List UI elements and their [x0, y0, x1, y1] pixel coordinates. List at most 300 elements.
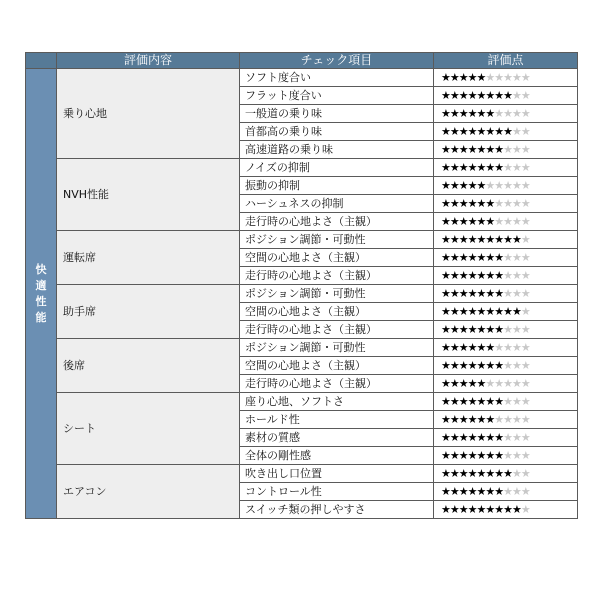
star-filled-icon: ★ — [441, 70, 450, 84]
star-filled-icon: ★ — [503, 232, 512, 246]
star-filled-icon: ★ — [467, 358, 477, 372]
star-filled-icon: ★ — [458, 268, 468, 282]
star-filled-icon: ★ — [494, 484, 504, 498]
star-filled-icon: ★ — [494, 268, 504, 282]
star-empty-icon: ★ — [520, 250, 530, 264]
star-filled-icon: ★ — [494, 250, 504, 264]
star-rating — [434, 447, 578, 465]
star-rating — [434, 375, 578, 393]
check-item-label: ポジション調節・可動性 — [240, 285, 434, 303]
check-item-label: ポジション調節・可動性 — [240, 339, 434, 357]
star-filled-icon: ★ — [467, 70, 477, 84]
star-empty-icon: ★ — [520, 394, 530, 408]
star-filled-icon: ★ — [485, 430, 495, 444]
star-filled-icon: ★ — [494, 448, 504, 462]
star-rating — [434, 123, 578, 141]
star-filled-icon: ★ — [441, 448, 450, 462]
star-filled-icon: ★ — [476, 196, 486, 210]
star-rating — [434, 303, 578, 321]
star-rating — [434, 177, 578, 195]
star-empty-icon: ★ — [512, 394, 521, 408]
star-filled-icon: ★ — [476, 142, 486, 156]
star-filled-icon: ★ — [467, 448, 477, 462]
star-filled-icon: ★ — [476, 394, 486, 408]
star-empty-icon: ★ — [503, 178, 512, 192]
star-filled-icon: ★ — [485, 412, 495, 426]
star-empty-icon: ★ — [503, 376, 512, 390]
star-filled-icon: ★ — [467, 88, 477, 102]
star-filled-icon: ★ — [485, 358, 495, 372]
star-empty-icon: ★ — [503, 106, 512, 120]
header-row — [26, 53, 578, 69]
check-item-label: ホールド性 — [240, 411, 434, 429]
star-filled-icon: ★ — [441, 502, 450, 516]
star-filled-icon: ★ — [467, 178, 477, 192]
star-rating — [434, 69, 578, 87]
header-blank — [26, 53, 57, 69]
star-filled-icon: ★ — [476, 376, 486, 390]
star-filled-icon: ★ — [467, 394, 477, 408]
check-item-label: 走行時の心地よさ（主観） — [240, 375, 434, 393]
star-empty-icon: ★ — [512, 88, 521, 102]
star-empty-icon: ★ — [512, 178, 521, 192]
star-empty-icon: ★ — [520, 196, 530, 210]
star-empty-icon: ★ — [512, 196, 521, 210]
star-rating — [434, 357, 578, 375]
star-empty-icon: ★ — [512, 250, 521, 264]
star-empty-icon: ★ — [503, 430, 512, 444]
star-rating — [434, 141, 578, 159]
star-filled-icon: ★ — [485, 286, 495, 300]
star-empty-icon: ★ — [520, 358, 530, 372]
star-empty-icon: ★ — [512, 466, 521, 480]
star-filled-icon: ★ — [441, 304, 450, 318]
rating-row — [26, 69, 578, 87]
star-filled-icon: ★ — [449, 196, 459, 210]
star-filled-icon: ★ — [494, 358, 504, 372]
check-item-label: スイッチ類の押しやすさ — [240, 501, 434, 519]
star-filled-icon: ★ — [503, 304, 512, 318]
star-empty-icon: ★ — [494, 106, 504, 120]
rating-row — [26, 231, 578, 249]
star-empty-icon: ★ — [503, 196, 512, 210]
star-filled-icon: ★ — [494, 466, 504, 480]
star-filled-icon: ★ — [476, 502, 486, 516]
star-empty-icon: ★ — [512, 448, 521, 462]
star-filled-icon: ★ — [441, 124, 450, 138]
star-filled-icon: ★ — [485, 124, 495, 138]
star-filled-icon: ★ — [441, 340, 450, 354]
star-filled-icon: ★ — [467, 340, 477, 354]
star-filled-icon: ★ — [441, 250, 450, 264]
star-empty-icon: ★ — [503, 70, 512, 84]
star-empty-icon: ★ — [503, 358, 512, 372]
star-empty-icon: ★ — [503, 322, 512, 336]
star-empty-icon: ★ — [520, 214, 530, 228]
check-item-label: 高速道路の乗り味 — [240, 141, 434, 159]
star-filled-icon: ★ — [494, 160, 504, 174]
star-empty-icon: ★ — [520, 178, 530, 192]
star-filled-icon: ★ — [467, 502, 477, 516]
star-empty-icon: ★ — [520, 88, 530, 102]
star-filled-icon: ★ — [467, 232, 477, 246]
star-empty-icon: ★ — [503, 340, 512, 354]
star-filled-icon: ★ — [476, 70, 486, 84]
star-filled-icon: ★ — [467, 106, 477, 120]
star-empty-icon: ★ — [520, 124, 530, 138]
star-filled-icon: ★ — [441, 358, 450, 372]
star-filled-icon: ★ — [485, 106, 495, 120]
star-filled-icon: ★ — [485, 322, 495, 336]
check-item-label: 全体の剛性感 — [240, 447, 434, 465]
star-filled-icon: ★ — [476, 412, 486, 426]
star-empty-icon: ★ — [520, 106, 530, 120]
star-empty-icon: ★ — [512, 376, 521, 390]
star-empty-icon: ★ — [485, 376, 495, 390]
section-label — [26, 69, 57, 519]
header-check-item: チェック項目 — [240, 53, 434, 69]
check-item-label: 空間の心地よさ（主観） — [240, 357, 434, 375]
star-empty-icon: ★ — [512, 106, 521, 120]
header-evaluation: 評価内容 — [57, 53, 240, 69]
star-filled-icon: ★ — [467, 322, 477, 336]
star-empty-icon: ★ — [494, 70, 504, 84]
section-label-char: 快 — [35, 262, 47, 276]
star-filled-icon: ★ — [449, 502, 459, 516]
star-filled-icon: ★ — [458, 214, 468, 228]
star-empty-icon: ★ — [520, 448, 530, 462]
star-filled-icon: ★ — [449, 88, 459, 102]
star-filled-icon: ★ — [485, 466, 495, 480]
star-filled-icon: ★ — [449, 268, 459, 282]
star-filled-icon: ★ — [485, 448, 495, 462]
star-rating — [434, 249, 578, 267]
star-empty-icon: ★ — [520, 286, 530, 300]
star-empty-icon: ★ — [512, 70, 521, 84]
star-filled-icon: ★ — [441, 196, 450, 210]
star-filled-icon: ★ — [467, 484, 477, 498]
star-filled-icon: ★ — [485, 484, 495, 498]
star-filled-icon: ★ — [441, 178, 450, 192]
star-empty-icon: ★ — [503, 142, 512, 156]
section-label-char: 適 — [35, 278, 47, 292]
star-filled-icon: ★ — [494, 394, 504, 408]
category-name: 後席 — [57, 339, 240, 393]
star-filled-icon: ★ — [485, 340, 495, 354]
star-filled-icon: ★ — [449, 430, 459, 444]
star-filled-icon: ★ — [476, 106, 486, 120]
star-rating — [434, 285, 578, 303]
section-label-char: 性 — [35, 294, 47, 308]
star-empty-icon: ★ — [512, 340, 521, 354]
star-filled-icon: ★ — [441, 376, 450, 390]
check-item-label: 首都高の乗り味 — [240, 123, 434, 141]
check-item-label: 一般道の乗り味 — [240, 105, 434, 123]
rating-row — [26, 285, 578, 303]
star-filled-icon: ★ — [485, 196, 495, 210]
star-filled-icon: ★ — [449, 340, 459, 354]
star-filled-icon: ★ — [449, 448, 459, 462]
star-filled-icon: ★ — [458, 196, 468, 210]
star-filled-icon: ★ — [441, 232, 450, 246]
check-item-label: ハーシュネスの抑制 — [240, 195, 434, 213]
star-empty-icon: ★ — [520, 232, 530, 246]
check-item-label: 走行時の心地よさ（主観） — [240, 321, 434, 339]
star-empty-icon: ★ — [520, 304, 530, 318]
star-filled-icon: ★ — [467, 196, 477, 210]
star-filled-icon: ★ — [449, 286, 459, 300]
star-filled-icon: ★ — [485, 250, 495, 264]
star-filled-icon: ★ — [449, 142, 459, 156]
star-filled-icon: ★ — [458, 232, 468, 246]
check-item-label: ソフト度合い — [240, 69, 434, 87]
star-filled-icon: ★ — [485, 304, 495, 318]
star-empty-icon: ★ — [512, 286, 521, 300]
star-filled-icon: ★ — [494, 124, 504, 138]
star-filled-icon: ★ — [467, 286, 477, 300]
star-empty-icon: ★ — [520, 70, 530, 84]
star-filled-icon: ★ — [441, 286, 450, 300]
star-empty-icon: ★ — [494, 376, 504, 390]
star-filled-icon: ★ — [467, 304, 477, 318]
star-empty-icon: ★ — [503, 484, 512, 498]
star-empty-icon: ★ — [512, 142, 521, 156]
category-name: 助手席 — [57, 285, 240, 339]
star-filled-icon: ★ — [467, 466, 477, 480]
star-filled-icon: ★ — [467, 250, 477, 264]
star-empty-icon: ★ — [512, 484, 521, 498]
star-empty-icon: ★ — [503, 214, 512, 228]
star-filled-icon: ★ — [458, 88, 468, 102]
star-filled-icon: ★ — [458, 358, 468, 372]
star-filled-icon: ★ — [458, 178, 468, 192]
star-filled-icon: ★ — [467, 268, 477, 282]
star-empty-icon: ★ — [520, 376, 530, 390]
section-label-char: 能 — [35, 310, 47, 324]
star-filled-icon: ★ — [494, 322, 504, 336]
star-filled-icon: ★ — [476, 340, 486, 354]
star-filled-icon: ★ — [458, 394, 468, 408]
star-filled-icon: ★ — [476, 160, 486, 174]
star-rating — [434, 195, 578, 213]
star-rating — [434, 159, 578, 177]
category-name: NVH性能 — [57, 159, 240, 231]
star-filled-icon: ★ — [494, 304, 504, 318]
star-rating — [434, 339, 578, 357]
star-filled-icon: ★ — [449, 484, 459, 498]
star-filled-icon: ★ — [458, 142, 468, 156]
star-filled-icon: ★ — [449, 376, 459, 390]
star-filled-icon: ★ — [458, 124, 468, 138]
star-filled-icon: ★ — [476, 466, 486, 480]
star-rating — [434, 465, 578, 483]
check-item-label: 座り心地、ソフトさ — [240, 393, 434, 411]
star-filled-icon: ★ — [467, 412, 477, 426]
star-filled-icon: ★ — [476, 124, 486, 138]
star-filled-icon: ★ — [494, 142, 504, 156]
star-filled-icon: ★ — [485, 268, 495, 282]
star-rating — [434, 321, 578, 339]
check-item-label: ポジション調節・可動性 — [240, 231, 434, 249]
star-empty-icon: ★ — [494, 340, 504, 354]
star-filled-icon: ★ — [467, 142, 477, 156]
star-empty-icon: ★ — [512, 124, 521, 138]
check-item-label: 吹き出し口位置 — [240, 465, 434, 483]
star-filled-icon: ★ — [476, 448, 486, 462]
star-empty-icon: ★ — [512, 268, 521, 282]
star-filled-icon: ★ — [485, 232, 495, 246]
star-rating — [434, 393, 578, 411]
star-empty-icon: ★ — [520, 142, 530, 156]
star-empty-icon: ★ — [520, 430, 530, 444]
star-filled-icon: ★ — [441, 430, 450, 444]
star-filled-icon: ★ — [441, 160, 450, 174]
star-filled-icon: ★ — [449, 70, 459, 84]
star-filled-icon: ★ — [449, 250, 459, 264]
star-filled-icon: ★ — [441, 412, 450, 426]
star-filled-icon: ★ — [476, 304, 486, 318]
star-filled-icon: ★ — [441, 106, 450, 120]
check-item-label: ノイズの抑制 — [240, 159, 434, 177]
star-filled-icon: ★ — [476, 286, 486, 300]
star-filled-icon: ★ — [458, 448, 468, 462]
star-empty-icon: ★ — [512, 160, 521, 174]
star-filled-icon: ★ — [485, 394, 495, 408]
star-filled-icon: ★ — [476, 358, 486, 372]
star-filled-icon: ★ — [476, 322, 486, 336]
star-empty-icon: ★ — [503, 412, 512, 426]
category-name: シート — [57, 393, 240, 465]
star-filled-icon: ★ — [449, 412, 459, 426]
star-filled-icon: ★ — [458, 250, 468, 264]
star-empty-icon: ★ — [512, 214, 521, 228]
rating-table — [25, 52, 578, 519]
star-empty-icon: ★ — [512, 430, 521, 444]
star-filled-icon: ★ — [458, 322, 468, 336]
star-empty-icon: ★ — [520, 160, 530, 174]
star-empty-icon: ★ — [512, 412, 521, 426]
check-item-label: 走行時の心地よさ（主観） — [240, 213, 434, 231]
star-filled-icon: ★ — [512, 232, 521, 246]
star-filled-icon: ★ — [441, 466, 450, 480]
star-filled-icon: ★ — [494, 232, 504, 246]
rating-body — [26, 69, 578, 519]
star-filled-icon: ★ — [476, 88, 486, 102]
star-filled-icon: ★ — [485, 88, 495, 102]
star-rating — [434, 483, 578, 501]
star-filled-icon: ★ — [441, 142, 450, 156]
star-filled-icon: ★ — [458, 340, 468, 354]
star-empty-icon: ★ — [494, 412, 504, 426]
star-filled-icon: ★ — [449, 232, 459, 246]
star-filled-icon: ★ — [449, 304, 459, 318]
star-rating — [434, 411, 578, 429]
star-filled-icon: ★ — [476, 214, 486, 228]
star-filled-icon: ★ — [449, 394, 459, 408]
star-empty-icon: ★ — [494, 214, 504, 228]
check-item-label: 空間の心地よさ（主観） — [240, 249, 434, 267]
star-rating — [434, 105, 578, 123]
star-empty-icon: ★ — [512, 322, 521, 336]
category-name: エアコン — [57, 465, 240, 519]
star-filled-icon: ★ — [476, 232, 486, 246]
star-filled-icon: ★ — [485, 160, 495, 174]
star-empty-icon: ★ — [520, 268, 530, 282]
rating-row — [26, 339, 578, 357]
star-filled-icon: ★ — [458, 502, 468, 516]
star-empty-icon: ★ — [512, 358, 521, 372]
star-filled-icon: ★ — [467, 214, 477, 228]
check-item-label: 素材の質感 — [240, 429, 434, 447]
star-filled-icon: ★ — [476, 178, 486, 192]
star-rating — [434, 501, 578, 519]
star-filled-icon: ★ — [441, 484, 450, 498]
star-filled-icon: ★ — [467, 160, 477, 174]
star-filled-icon: ★ — [467, 376, 477, 390]
star-filled-icon: ★ — [503, 88, 512, 102]
star-empty-icon: ★ — [494, 196, 504, 210]
star-filled-icon: ★ — [476, 484, 486, 498]
check-item-label: 空間の心地よさ（主観） — [240, 303, 434, 321]
star-empty-icon: ★ — [494, 178, 504, 192]
star-filled-icon: ★ — [449, 358, 459, 372]
star-filled-icon: ★ — [458, 376, 468, 390]
star-filled-icon: ★ — [458, 70, 468, 84]
star-filled-icon: ★ — [458, 304, 468, 318]
star-filled-icon: ★ — [458, 484, 468, 498]
star-filled-icon: ★ — [441, 322, 450, 336]
star-filled-icon: ★ — [449, 466, 459, 480]
star-filled-icon: ★ — [458, 286, 468, 300]
rating-row — [26, 159, 578, 177]
star-filled-icon: ★ — [449, 214, 459, 228]
star-filled-icon: ★ — [476, 430, 486, 444]
star-filled-icon: ★ — [512, 502, 521, 516]
star-empty-icon: ★ — [485, 178, 495, 192]
star-filled-icon: ★ — [458, 466, 468, 480]
star-filled-icon: ★ — [458, 106, 468, 120]
star-filled-icon: ★ — [458, 430, 468, 444]
star-filled-icon: ★ — [494, 430, 504, 444]
category-name: 運転席 — [57, 231, 240, 285]
star-empty-icon: ★ — [503, 268, 512, 282]
star-filled-icon: ★ — [485, 502, 495, 516]
star-filled-icon: ★ — [467, 124, 477, 138]
star-filled-icon: ★ — [449, 322, 459, 336]
star-filled-icon: ★ — [449, 178, 459, 192]
star-empty-icon: ★ — [503, 160, 512, 174]
star-filled-icon: ★ — [449, 106, 459, 120]
star-empty-icon: ★ — [520, 340, 530, 354]
star-filled-icon: ★ — [503, 502, 512, 516]
star-filled-icon: ★ — [441, 88, 450, 102]
star-empty-icon: ★ — [520, 484, 530, 498]
star-empty-icon: ★ — [503, 250, 512, 264]
star-filled-icon: ★ — [458, 412, 468, 426]
star-filled-icon: ★ — [485, 142, 495, 156]
star-rating — [434, 213, 578, 231]
star-filled-icon: ★ — [503, 124, 512, 138]
star-filled-icon: ★ — [441, 214, 450, 228]
star-filled-icon: ★ — [441, 394, 450, 408]
star-empty-icon: ★ — [520, 322, 530, 336]
star-filled-icon: ★ — [512, 304, 521, 318]
star-empty-icon: ★ — [520, 412, 530, 426]
star-rating — [434, 267, 578, 285]
star-rating — [434, 429, 578, 447]
star-empty-icon: ★ — [503, 394, 512, 408]
star-filled-icon: ★ — [476, 268, 486, 282]
